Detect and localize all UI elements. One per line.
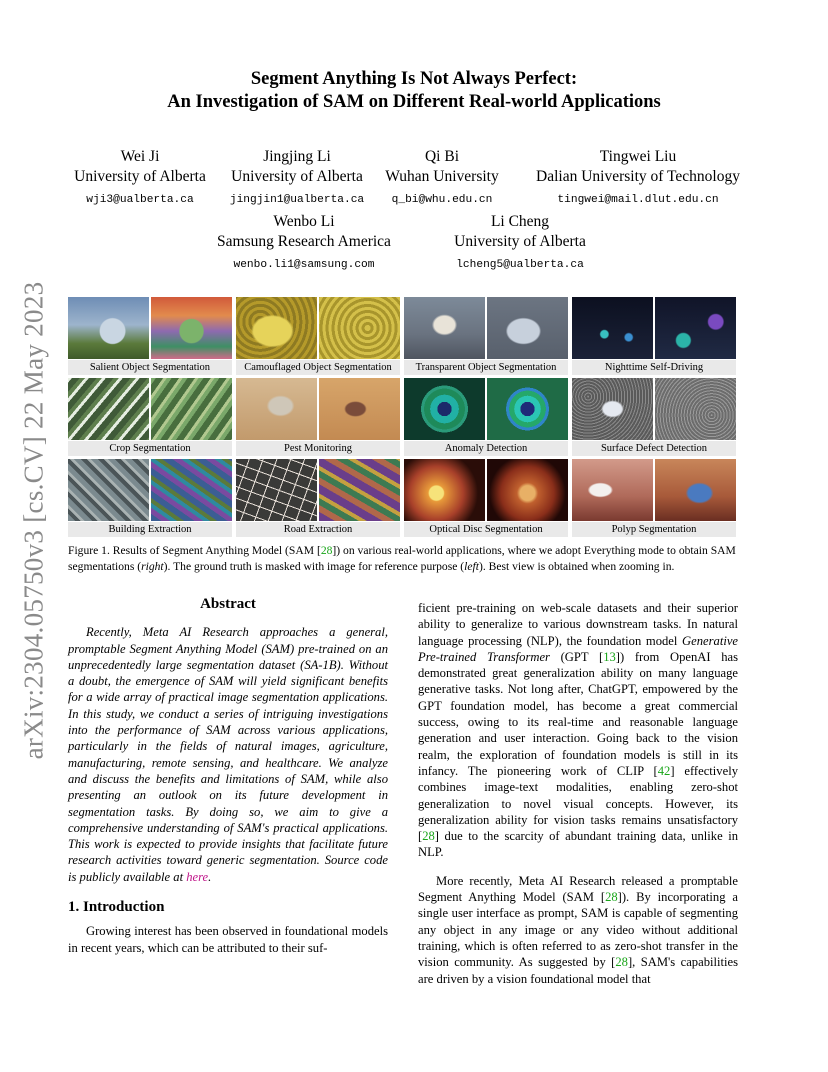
author-name: Li Cheng (490, 213, 550, 230)
author-name: Qi Bi (424, 148, 460, 165)
ground-truth-image (572, 459, 653, 521)
author-affiliation: University of Alberta (231, 168, 363, 185)
body-text: (GPT [ (549, 649, 604, 664)
citation-link[interactable]: 42 (657, 763, 671, 778)
left-column (68, 596, 388, 956)
tile-caption: Building Extraction (68, 522, 232, 537)
tile-caption: Camouflaged Object Segmentation (236, 360, 400, 375)
sam-result-image (655, 297, 736, 359)
figure-tile (236, 378, 400, 456)
citation-link[interactable]: 13 (603, 649, 616, 664)
body-paragraph (418, 600, 738, 861)
title-line-1: Segment Anything Is Not Always Perfect: (250, 69, 578, 89)
ground-truth-image (68, 459, 149, 521)
sam-result-image (319, 378, 400, 440)
tile-caption: Transparent Object Segmentation (404, 360, 568, 375)
author-affiliation: University of Alberta (74, 168, 206, 185)
figure-1 (68, 297, 738, 537)
ground-truth-image (404, 459, 485, 521)
author-block (410, 212, 630, 275)
body-text: ]) from OpenAI has demonstrated great generalization ability on many language generative tasks. Not long after, ChatGPT, empowered by the GPT foundation model, has become a great commercial success, owing to its real-time and reasonable language generation and user interaction. Going back to the vision realm, the exploration of foundation models is still in its infancy. The pioneering work of CLIP [ (418, 649, 738, 778)
author-email[interactable]: lcheng5@ualberta.ca (456, 259, 584, 271)
intro-paragraph: Growing interest has been observed in foundational models in recent years, which can be attributed to their suf- (68, 924, 388, 955)
abstract-heading: Abstract (200, 596, 256, 612)
sam-result-image (655, 459, 736, 521)
sam-result-image (487, 459, 568, 521)
source-code-link[interactable]: here (186, 869, 209, 884)
caption-emphasis: right (141, 560, 164, 573)
figure-tile (68, 378, 232, 456)
figure-tile (572, 297, 736, 375)
figure-tile (572, 459, 736, 537)
author-email[interactable]: wji3@ualberta.ca (86, 194, 194, 206)
body-text: More recently, Meta AI Research released a promptable Segment Anything Model (SAM [ (418, 873, 738, 905)
sam-result-image (487, 378, 568, 440)
abstract-end: . (208, 869, 212, 884)
section-heading: 1. Introduction (68, 899, 165, 916)
sam-result-image (487, 297, 568, 359)
body-paragraph (418, 873, 738, 987)
sam-result-image (319, 297, 400, 359)
author-name: Tingwei Liu (599, 148, 677, 165)
citation-link[interactable]: 28 (615, 955, 628, 970)
tile-caption: Crop Segmentation (68, 441, 232, 456)
author-affiliation: Dalian University of Technology (536, 168, 740, 185)
caption-text: ). Best view is obtained when zooming in. (478, 560, 675, 573)
caption-text: ). The ground truth is masked with image for reference purpose ( (163, 560, 465, 573)
paper-title (0, 68, 828, 114)
figure-tile (404, 297, 568, 375)
sam-result-image (319, 459, 400, 521)
body-text: ], SAM's capabilities are driven by a vision foundational model that (418, 955, 738, 986)
tile-caption: Road Extraction (236, 522, 400, 537)
tile-caption: Anomaly Detection (404, 441, 568, 456)
ground-truth-image (572, 297, 653, 359)
author-email[interactable]: wenbo.li1@samsung.com (233, 259, 375, 271)
figure-tile (236, 459, 400, 537)
tile-caption: Polyp Segmentation (572, 522, 736, 537)
figure-tile (68, 297, 232, 375)
title-line-2: An Investigation of SAM on Different Real-world Applications (167, 92, 661, 112)
author-affiliation: University of Alberta (454, 233, 586, 250)
sam-result-image (655, 378, 736, 440)
tile-caption: Optical Disc Segmentation (404, 522, 568, 537)
tile-caption: Surface Defect Detection (572, 441, 736, 456)
ground-truth-image (236, 378, 317, 440)
author-block (513, 147, 763, 210)
tile-caption: Nighttime Self-Driving (572, 360, 736, 375)
abstract-body (68, 624, 388, 885)
figure-tile (236, 297, 400, 375)
citation-link[interactable]: 28 (605, 890, 618, 905)
author-email[interactable]: jingjin1@ualberta.ca (229, 194, 365, 206)
citation-link[interactable]: 28 (422, 829, 435, 844)
caption-text: Figure 1. Results of Segment Anything Model (SAM [ (68, 544, 321, 557)
ground-truth-image (68, 297, 149, 359)
tile-caption: Salient Object Segmentation (68, 360, 232, 375)
ground-truth-image (572, 378, 653, 440)
ground-truth-image (236, 459, 317, 521)
author-name: Jingjing Li (263, 148, 331, 165)
body-text: ] effectively combines image-text modalities, enabling zero-shot generalization to novel visual concepts. However, its generalization ability for vision tasks remains unsatisfactory [ (418, 763, 738, 844)
arxiv-identifier: arXiv:2304.05750v3 [cs.CV] 22 May 2023 (18, 281, 49, 759)
author-block (194, 212, 414, 275)
author-email[interactable]: q_bi@whu.edu.cn (391, 194, 493, 206)
ground-truth-image (68, 378, 149, 440)
author-affiliation: Samsung Research America (217, 233, 391, 250)
author-name: Wenbo Li (273, 213, 335, 230)
abstract-text: Recently, Meta AI Research approaches a general, promptable Segment Anything Model (SAM) pre-trained on an unprecedentedly large segmentation dataset (SA-1B). Without a doubt, the emergence of SAM will yield significant benefits for a wide array of practical image segmentation applications. In this study, we conduct a series of intriguing investigations into the performance of SAM across various applications, particularly in the fields of natural images, agriculture, manufacturing, remote sensing, and healthcare. We analyze and discuss the benefits and limitations of SAM, while also presenting an outlook on its future development in segmentation tasks. By doing so, we aim to give a comprehensive understanding of SAM's practical applications. This work is expected to provide insights that facilitate future research activities toward generic segmentation. Source code is publicly available at (68, 625, 388, 884)
figure-tile (68, 459, 232, 537)
tile-caption: Pest Monitoring (236, 441, 400, 456)
body-emphasis: Generative Pre-trained Transformer (418, 633, 738, 664)
sam-result-image (151, 297, 232, 359)
body-text: ]). By incorporating a single user interface as prompt, SAM is capable of segmenting any object in any image or any video without additional training, which is often referred to as zero-shot transfer in the vision community. As suggested by [ (418, 890, 738, 970)
body-text: ] due to the scarcity of abundant training data, unlike in NLP. (418, 829, 738, 860)
figure-tile (572, 378, 736, 456)
figure-tile (404, 378, 568, 456)
figure-caption (68, 543, 744, 575)
ground-truth-image (236, 297, 317, 359)
author-affiliation: Wuhan University (385, 168, 499, 185)
author-name: Wei Ji (120, 148, 160, 165)
caption-emphasis: left (464, 560, 479, 573)
arxiv-sidebar (12, 280, 56, 760)
caption-text: ]) on various real-world applications, where we adopt Everything mode to obtain SAM segmentations ( (68, 544, 736, 573)
sam-result-image (151, 459, 232, 521)
body-text: ficient pre-training on web-scale datasets and their superior ability to generalize to various downstream tasks. In natural language processing (NLP), the foundation model (418, 601, 738, 648)
author-email[interactable]: tingwei@mail.dlut.edu.cn (557, 194, 719, 206)
ground-truth-image (404, 297, 485, 359)
ground-truth-image (404, 378, 485, 440)
sam-result-image (151, 378, 232, 440)
citation-link[interactable]: 28 (320, 544, 333, 557)
figure-tile (404, 459, 568, 537)
right-column (418, 600, 738, 987)
